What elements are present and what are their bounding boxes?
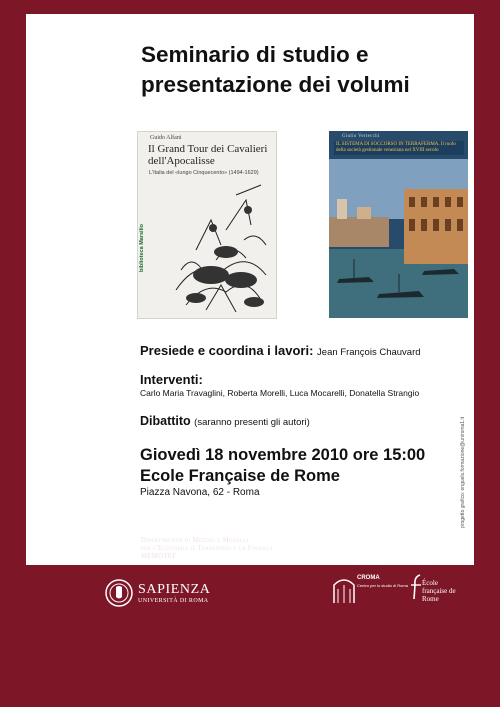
department-line-3: MEMOTEF — [141, 553, 177, 560]
croma-sub: Centro per lo studio di Roma — [357, 583, 408, 588]
event-venue: Ecole Française de Rome — [140, 467, 340, 485]
efr-name: École française de Rome — [422, 579, 456, 603]
department-line-1: Dipartimento di Metodi e Modelli — [141, 537, 249, 544]
croma-name: CROMA — [357, 575, 380, 581]
book-cover-sistema-soccorso — [329, 131, 468, 318]
book1-title: Il Grand Tour dei Cavalieri dell'Apocalisse — [148, 143, 268, 167]
book2-title: IL SISTEMA DI SOCCORSO IN TERRAFERMA. Il ruolo della società gestionale veneziana nel XVIII secolo — [336, 142, 456, 153]
sapienza-sub: UNIVERSITÀ DI ROMA — [138, 598, 209, 604]
event-date: Giovedì 18 novembre 2010 ore 15:00 — [140, 446, 426, 464]
dibattito-label: Dibattito — [140, 414, 191, 428]
title-line-1: Seminario di studio e — [141, 42, 369, 67]
dibattito-line — [140, 414, 310, 428]
book2-author: Giulio Vertecchi — [342, 134, 380, 139]
venice-painting — [329, 159, 468, 318]
left-band — [26, 14, 126, 565]
book1-author: Guido Alfani — [150, 135, 182, 141]
presiede-line — [140, 343, 421, 358]
horsemen-engraving — [166, 180, 276, 318]
book1-subtitle: L'Italia del «lungo Cinquecento» (1494-1629) — [149, 170, 259, 176]
sapienza-name: SAPIENZA — [138, 582, 211, 597]
book1-series: biblioteca Marsilio — [139, 224, 145, 272]
design-credit: progetto grafico: enguels.formazione@uniroma1.it — [460, 417, 466, 528]
interventi-label: Interventi: — [140, 372, 203, 387]
book-cover-grand-tour — [137, 131, 277, 319]
sapienza-seal-icon — [104, 577, 134, 609]
logos-strip — [100, 565, 474, 625]
presiede-name: Jean François Chauvard — [317, 347, 421, 358]
department-name — [141, 537, 273, 561]
interventi-names: Carlo Maria Travaglini, Roberta Morelli, Luca Mocarelli, Donatella Strangio — [140, 388, 420, 398]
department-line-2: per l'Economia il Territorio e la Finanza — [141, 545, 273, 552]
event-address: Piazza Navona, 62 - Roma — [140, 487, 260, 498]
title-line-2: presentazione dei volumi — [141, 72, 410, 97]
dibattito-note: (saranno presenti gli autori) — [194, 417, 310, 428]
flyer-title — [141, 40, 471, 100]
presiede-label: Presiede e coordina i lavori: — [140, 343, 314, 358]
